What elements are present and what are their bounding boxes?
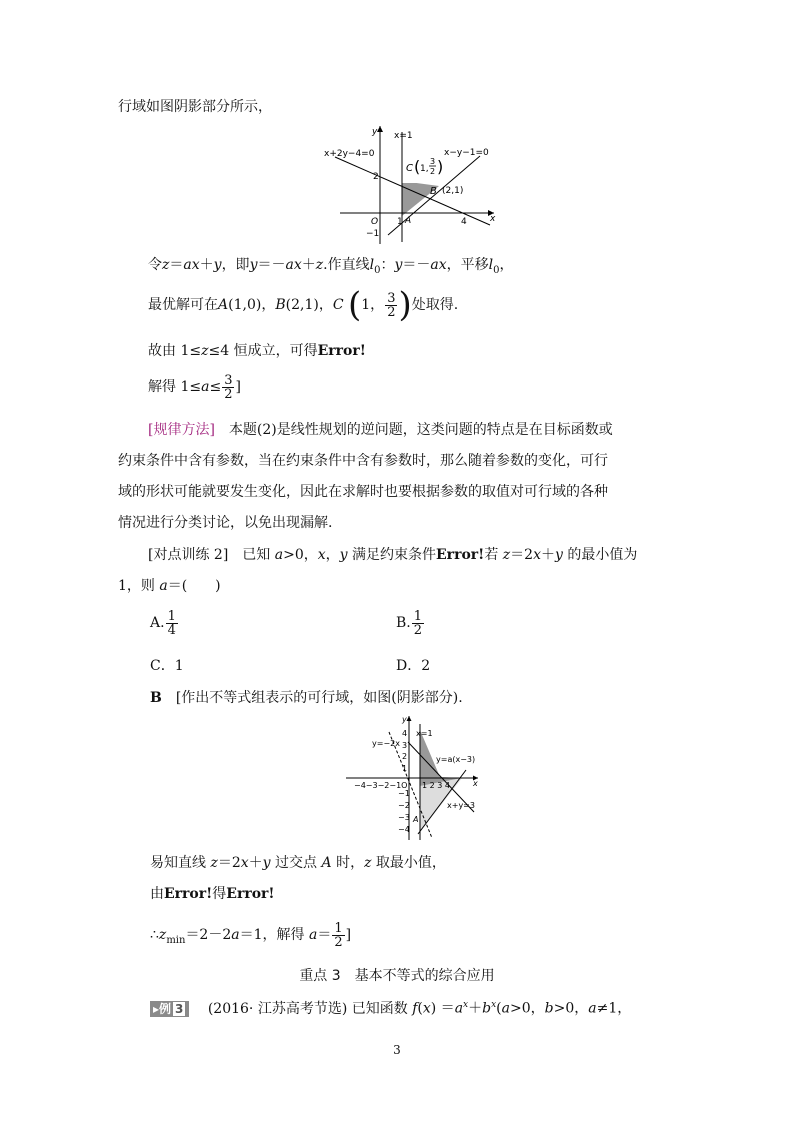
fig2-ytick-m2: −2 (398, 801, 410, 810)
line-easy: 易知直线 z＝2x＋y 过交点 A 时，z 取最小值， (150, 855, 446, 871)
fig1-label-two: 2 (373, 172, 379, 182)
answer-line: B [作出不等式组表示的可行域，如图(阴影部分). (150, 690, 463, 706)
fig2-label-xy3: x+y=3 (447, 801, 475, 810)
fig1-label-line2: x−y−1=0 (444, 148, 489, 158)
fig2-label-y: y (402, 715, 407, 724)
fig2-ytick-3: 3 (402, 741, 408, 750)
line-solve: 解得 1≤a≤ $\frac{3}{2}$ ] (148, 372, 241, 402)
intro-text: 行域如图阴影部分所示， (118, 99, 272, 115)
line-let-z: 令z＝ax＋y，即y＝－ax＋z.作直线$l_0$：y＝－ax，平移$l_0$， (148, 257, 514, 276)
fig2-ytick-m3: −3 (398, 813, 410, 822)
fig1-label-C-den: 2 (430, 167, 436, 176)
fig1-label-x: x (490, 214, 496, 224)
feasible-region-figure-1 (318, 122, 500, 248)
fig2-xticks-neg: −4−3−2−1O (354, 781, 408, 790)
fig1-label-O: O (371, 217, 379, 227)
training-line-1: [对点训练 2] 已知 a>0，x，y 满足约束条件Error!若 z＝2x＋y 的最小值为 (148, 547, 638, 563)
y-axis-arrow (377, 126, 383, 132)
method-line-3: 域的形状可能就要发生变化，因此在求解时也要根据参数的取值对可行域的各种 (118, 484, 608, 500)
fig1-label-C-x: 1, (420, 164, 429, 174)
option-b: B. $\frac{1}{2}$ (396, 608, 423, 638)
line-by: 由Error!得Error! (150, 886, 275, 902)
fig1-label-B: B (430, 186, 437, 197)
fig1-paren-close: ) (437, 157, 444, 176)
line-therefore: $\therefore z_{min}=2-2a=1$，解得 a＝ $\frac{1}{2}$ ] (150, 920, 352, 950)
answer-letter: B (150, 690, 162, 706)
method-line-1: [规律方法] 本题(2)是线性规划的逆问题，这类问题的特点是在目标函数或 (148, 422, 613, 438)
option-d: D．2 (396, 658, 431, 674)
fig1-label-A: A (405, 216, 412, 226)
feasible-region-figure-2 (342, 712, 482, 842)
fig2-label-x: x (473, 779, 478, 788)
fig2-label-yax: y=a(x−3) (436, 755, 476, 764)
fig1-label-x1: x=1 (394, 131, 413, 141)
option-a: A. $\frac{1}{4}$ (150, 608, 176, 638)
method-line-2: 约束条件中含有参数，当在约束条件中含有参数时，那么随着参数的变化，可行 (118, 453, 608, 469)
fig2-label-A: A (413, 815, 419, 824)
fig2-ytick-m1: −1 (398, 789, 410, 798)
fig2-ytick-m4: −4 (398, 825, 410, 834)
fig1-label-C-num: 3 (430, 157, 436, 166)
fig2-xticks-pos: 1 2 3 4 (422, 781, 450, 790)
fig2-label-x1: x=1 (416, 729, 433, 738)
fig2-ytick-4: 4 (402, 729, 408, 738)
fig1-label-line1: x+2y−4=0 (324, 149, 375, 159)
option-c: C．1 (150, 658, 184, 674)
example-line: ▸例 3 (2016· 江苏高考节选) 已知函数 $f(x) =a^x+b^x(a>0$，b>0，a≠1， (150, 995, 631, 1019)
y-axis-arrow (407, 716, 412, 721)
method-line-4: 情况进行分类讨论，以免出现漏解. (118, 515, 333, 531)
training-line-2: 1，则 a＝( ) (118, 578, 221, 594)
fig2-label-ym2x: y=−2x (372, 739, 400, 748)
fig1-label-y: y (372, 127, 378, 137)
example-tag: ▸例 3 (150, 1001, 189, 1017)
fig1-paren-open: ( (414, 157, 421, 176)
fig1-label-B-coord: (2,1) (442, 186, 464, 196)
fig1-label-neg1: −1 (366, 229, 380, 239)
fig1-label-one: 1 (397, 217, 403, 227)
fig2-ytick-2: 2 (402, 752, 408, 761)
line-thus: 故由 1≤z≤4 恒成立，可得Error! (148, 343, 366, 359)
method-title: [规律方法] (148, 422, 215, 438)
section-title: 重点 3 基本不等式的综合应用 (299, 968, 495, 984)
fig2-ytick-1: 1 (402, 764, 408, 773)
fig1-label-C: C (406, 163, 413, 174)
line-optimal-solution: 最优解可在A(1,0)，B(2,1)，C (1， $\frac{3}{2}$ )处取得. (148, 285, 459, 325)
page-number: 3 (393, 1043, 401, 1057)
fig1-label-four: 4 (461, 217, 467, 227)
